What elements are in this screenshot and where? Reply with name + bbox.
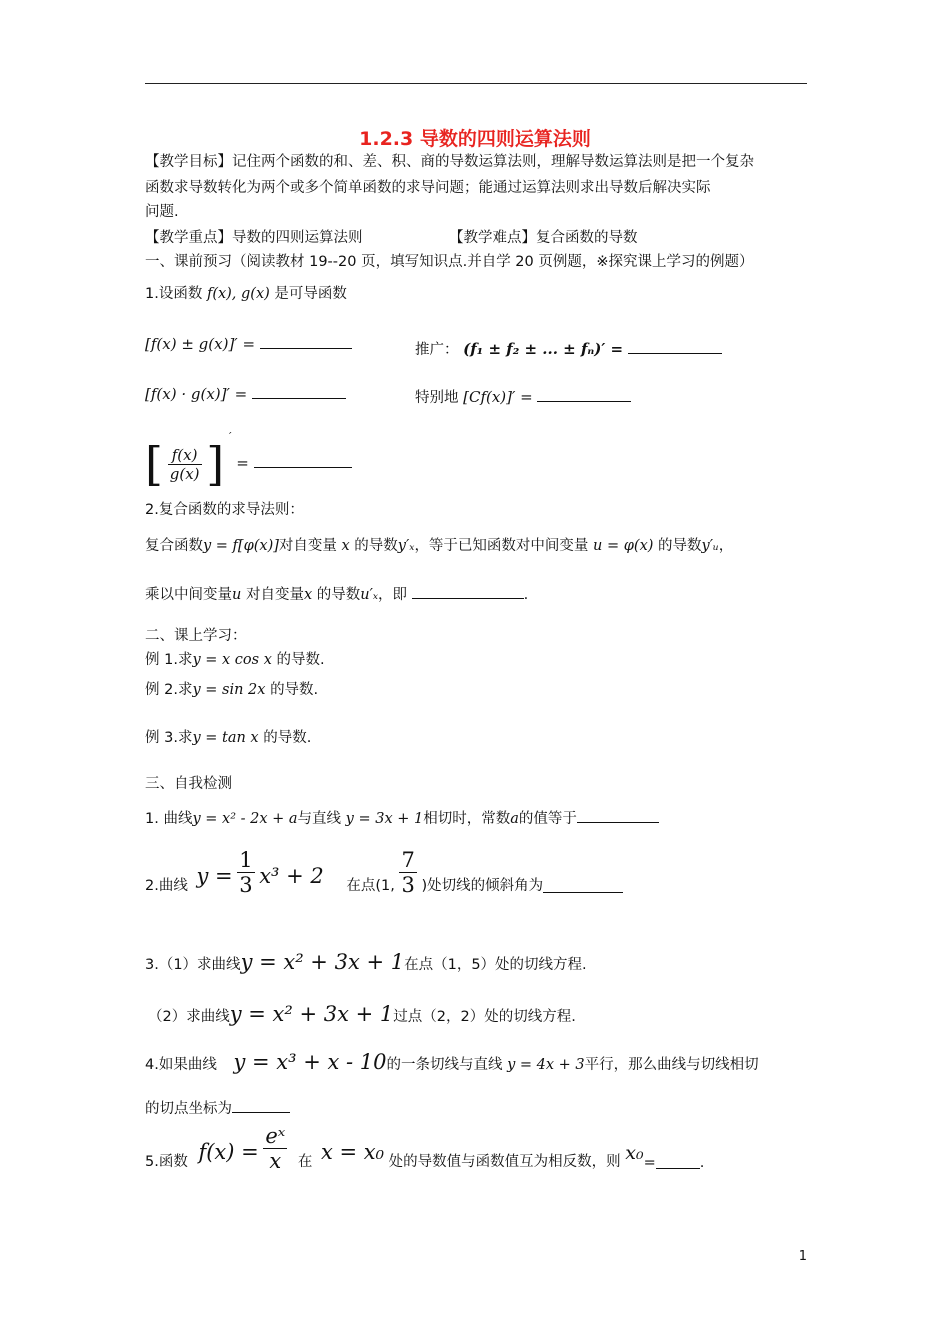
check-3a-math: y = x² + 3x + 1 xyxy=(240,950,405,974)
check-4-suffix: 平行，那么曲线与切线相切 xyxy=(584,1057,759,1073)
check-4-prefix: 4.如果曲线 xyxy=(145,1057,217,1073)
check-2-fraction xyxy=(237,848,254,897)
special-rule xyxy=(415,386,631,407)
check-2-y: y = xyxy=(196,864,233,888)
q1-intro xyxy=(145,284,347,304)
q1-intro-math: f(x), g(x) xyxy=(206,286,270,302)
q2-blank xyxy=(412,584,524,599)
q2-math-8: u′ₓ xyxy=(360,587,379,603)
check-2-blank xyxy=(543,878,623,893)
product-rule-blank xyxy=(252,384,346,399)
header-rule xyxy=(145,83,807,84)
check-1-blank xyxy=(577,808,659,823)
quotient-denominator: g(x) xyxy=(169,464,200,483)
q2-text-2: 对自变量 xyxy=(278,538,337,554)
check-1-prefix: 1. 曲线 xyxy=(145,811,193,827)
q2-text-5: 的导数 xyxy=(658,538,702,554)
check-3b-prefix: （2）求曲线 xyxy=(148,1009,230,1025)
example-1-suffix: 的导数. xyxy=(276,652,325,668)
quotient-right-bracket: ] xyxy=(206,437,225,491)
check-5-fraction xyxy=(263,1124,287,1173)
check-3a xyxy=(145,950,587,974)
general-rule-prefix: 推广： xyxy=(415,342,459,358)
sum-rule xyxy=(145,334,352,353)
example-2-math: y = sin 2x xyxy=(192,682,266,698)
check-1-math-2: y = 3x + 1 xyxy=(345,811,424,827)
example-3-suffix: 的导数. xyxy=(263,730,312,746)
check-4 xyxy=(145,1050,759,1074)
check-4-blank xyxy=(232,1098,290,1113)
q2-math-6: u xyxy=(232,587,242,603)
goal-line-2: 函数求导数转化为两个或多个简单函数的求导问题；能通过运算法则求出导数后解决实际 xyxy=(145,180,711,196)
general-rule-blank xyxy=(628,339,722,354)
q2-text-9: 的导数 xyxy=(316,587,361,603)
check-3a-suffix: 在点（1，5）处的切线方程. xyxy=(404,957,587,973)
q2-math-1: y = f[φ(x)] xyxy=(203,538,279,554)
check-5-mid: 在 xyxy=(297,1154,313,1170)
check-5-mid-2: 处的导数值与函数值互为相反数，则 xyxy=(388,1154,621,1170)
key-point: 【教学重点】导数的四则运算法则 xyxy=(145,230,363,246)
check-3b xyxy=(148,1002,576,1026)
q2-text-10: ，即 xyxy=(378,587,408,603)
check-5-suffix: = xyxy=(643,1155,656,1171)
section-1-heading: 一、课前预习（阅读教材 19--20 页，填写知识点.并自学 20 页例题，※探究课上学习的例题） xyxy=(145,254,754,270)
difficulty: 【教学难点】复合函数的导数 xyxy=(449,230,638,246)
page-title: 1.2.3 导数的四则运算法则 xyxy=(359,128,591,150)
q2-text-1: 复合函数 xyxy=(145,538,203,554)
check-4-line-2-text: 的切点坐标为 xyxy=(145,1101,232,1117)
q2-math-7: x xyxy=(303,587,313,603)
quotient-rule xyxy=(145,430,352,491)
quotient-left-bracket: [ xyxy=(145,437,163,491)
example-2 xyxy=(145,680,318,700)
example-2-suffix: 的导数. xyxy=(270,682,319,698)
q2-math-5: y′ᵤ xyxy=(701,538,719,554)
check-1-mid-2: 相切时，常数 xyxy=(423,811,511,827)
check-2-fraction-num: 1 xyxy=(239,848,253,872)
check-1-mid: 与直线 xyxy=(297,811,342,827)
check-5-prefix: 5.函数 xyxy=(145,1154,188,1170)
example-3-math: y = tan x xyxy=(192,730,259,746)
check-2-suffix: )处切线的倾斜角为 xyxy=(421,878,544,894)
quotient-prime: ′ xyxy=(229,430,232,443)
product-rule-formula: [f(x) · g(x)]′ = xyxy=(145,385,248,403)
example-3-prefix: 例 3.求 xyxy=(145,730,193,746)
check-1-math-3: a xyxy=(510,811,519,827)
q2-math-2: x xyxy=(341,538,350,554)
example-2-prefix: 例 2.求 xyxy=(145,682,193,698)
check-2-point-fraction xyxy=(399,848,416,897)
sum-rule-blank xyxy=(260,334,352,349)
q2-text-11: . xyxy=(523,587,529,603)
check-4-math: y = x³ + x - 10 xyxy=(233,1050,387,1074)
check-5-end: . xyxy=(699,1155,705,1171)
q1-intro-suffix: 是可导函数 xyxy=(274,286,347,302)
check-2-point-num: 7 xyxy=(401,848,415,872)
check-2 xyxy=(145,848,623,897)
special-rule-blank xyxy=(537,387,631,402)
section-3-heading: 三、自我检测 xyxy=(145,776,232,792)
goal-line-3: 问题. xyxy=(145,204,179,220)
q2-text-8: 对自变量 xyxy=(245,587,304,603)
q2-text-6: ， xyxy=(718,538,734,554)
check-5-math: x = x₀ xyxy=(320,1140,385,1164)
check-3b-math: y = x² + 3x + 1 xyxy=(229,1002,394,1026)
quotient-numerator: f(x) xyxy=(168,446,202,465)
q2-text-7: 乘以中间变量 xyxy=(145,587,232,603)
check-2-rest: x³ + 2 xyxy=(259,864,324,888)
check-4-line-2 xyxy=(145,1098,290,1119)
quotient-blank xyxy=(254,453,352,468)
check-1 xyxy=(145,808,659,829)
check-4-mid: 的一条切线与直线 xyxy=(386,1057,503,1073)
check-5-fraction-den: x xyxy=(269,1149,282,1173)
check-5-fraction-num: eˣ xyxy=(265,1124,286,1148)
q2-text-3: 的导数 xyxy=(354,538,398,554)
check-2-mid: 在点(1, xyxy=(346,878,395,894)
example-1-prefix: 例 1.求 xyxy=(145,652,193,668)
check-1-math-1: y = x² - 2x + a xyxy=(192,811,298,827)
q2-heading: 2.复合函数的求导法则： xyxy=(145,502,304,518)
check-1-suffix: 的值等于 xyxy=(518,811,577,827)
example-1 xyxy=(145,650,325,670)
special-rule-prefix: 特别地 xyxy=(415,390,459,406)
q1-intro-prefix: 1.设函数 xyxy=(145,286,203,302)
q2-line-2 xyxy=(145,584,528,605)
page-number: 1 xyxy=(798,1249,807,1264)
quotient-equals: = xyxy=(236,454,249,472)
section-2-heading: 二、课上学习： xyxy=(145,628,247,644)
sum-rule-formula: [f(x) ± g(x)]′ = xyxy=(145,335,256,353)
q2-line-1 xyxy=(145,536,733,556)
goal-line-1: 【教学目标】记住两个函数的和、差、积、商的导数运算法则，理解导数运算法则是把一个复杂 xyxy=(145,154,754,170)
check-2-fraction-den: 3 xyxy=(239,873,253,897)
check-3a-prefix: 3.（1）求曲线 xyxy=(145,957,241,973)
general-rule xyxy=(415,338,722,359)
check-2-prefix: 2.曲线 xyxy=(145,878,188,894)
quotient-fraction xyxy=(168,446,202,483)
check-5 xyxy=(145,1124,704,1173)
special-rule-formula: [Cf(x)]′ = xyxy=(463,388,533,406)
q2-math-4: u = φ(x) xyxy=(593,538,654,554)
example-1-math: y = x cos x xyxy=(192,652,272,668)
check-4-math-2: y = 4x + 3 xyxy=(507,1057,585,1073)
check-3b-suffix: 过点（2，2）处的切线方程. xyxy=(393,1009,576,1025)
check-2-point-den: 3 xyxy=(401,873,415,897)
example-3 xyxy=(145,728,311,748)
product-rule xyxy=(145,384,346,403)
check-5-lhs: f(x) = xyxy=(198,1140,259,1164)
q2-math-3: y′ₓ xyxy=(397,538,415,554)
check-5-math-2: x₀ xyxy=(625,1142,644,1164)
check-5-blank xyxy=(656,1154,700,1169)
q2-text-4: ，等于已知函数对中间变量 xyxy=(414,538,589,554)
general-rule-formula: (f₁ ± f₂ ± ... ± fₙ)′ = xyxy=(463,340,624,358)
